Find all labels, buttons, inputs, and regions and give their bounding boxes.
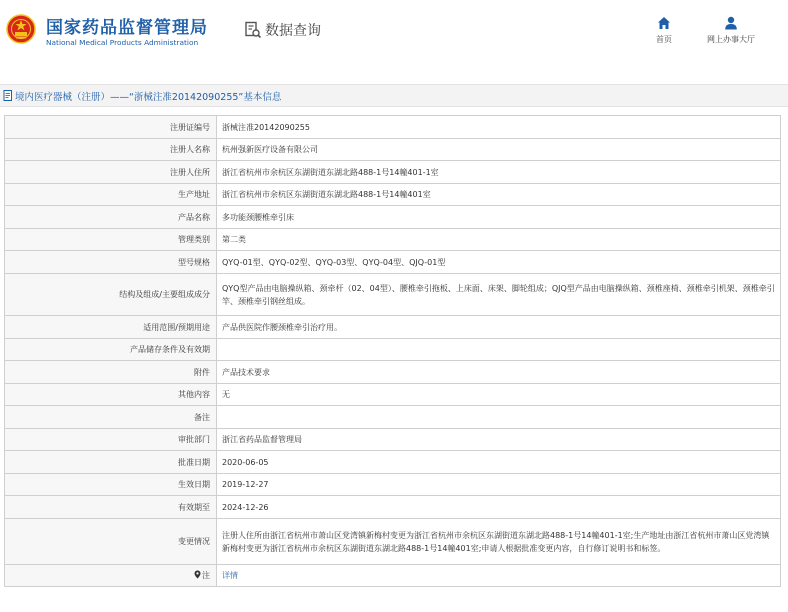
field-value: 多功能颈腰椎牵引床 (217, 206, 781, 229)
device-detail-table (4, 115, 781, 587)
field-label: 有效期至 (5, 496, 217, 519)
field-label: 生效日期 (5, 474, 217, 496)
field-label: 批准日期 (5, 451, 217, 474)
field-value: 浙江省杭州市余杭区东湖街道东湖北路488-1号14幢401-1室 (217, 161, 781, 184)
field-label: 备注 (5, 406, 217, 429)
field-value: 产品供医院作腰颈椎牵引治疗用。 (217, 316, 781, 339)
site-title-en: National Medical Products Administration (46, 38, 199, 47)
field-label: 注册人名称 (5, 139, 217, 161)
field-value: 浙江省药品监督管理局 (217, 429, 781, 451)
nav-online-service-hall[interactable] (707, 16, 755, 45)
field-label-note (5, 565, 217, 587)
home-icon (657, 16, 671, 30)
table-row (5, 474, 781, 496)
field-label: 结构及组成/主要组成成分 (5, 274, 217, 316)
field-value: QYQ-01型、QYQ-02型、QYQ-03型、QYQ-04型、QJQ-01型 (217, 251, 781, 274)
table-row (5, 519, 781, 565)
location-pin-icon (194, 570, 201, 579)
field-value: 浙械注准20142090255 (217, 116, 781, 139)
table-row (5, 206, 781, 229)
field-label-text: 注 (202, 571, 210, 580)
field-value: 2020-06-05 (217, 451, 781, 474)
table-row (5, 229, 781, 251)
table-row (5, 565, 781, 587)
field-value (217, 565, 781, 587)
table-row (5, 384, 781, 406)
table-row (5, 451, 781, 474)
site-title-cn: 国家药品监督管理局 (46, 18, 208, 38)
national-emblem-icon (6, 14, 36, 44)
table-row (5, 161, 781, 184)
field-value: 2024-12-26 (217, 496, 781, 519)
field-label: 附件 (5, 361, 217, 384)
table-row (5, 139, 781, 161)
site-header (0, 0, 788, 76)
field-label: 其他内容 (5, 384, 217, 406)
breadcrumb-text: 境内医疗器械（注册）——“浙械注准20142090255”基本信息 (15, 91, 282, 103)
field-label: 产品名称 (5, 206, 217, 229)
field-label: 产品储存条件及有效期 (5, 339, 217, 361)
data-query-title (244, 20, 321, 40)
field-value: 无 (217, 384, 781, 406)
table-row (5, 496, 781, 519)
table-row (5, 339, 781, 361)
field-label: 注册人住所 (5, 161, 217, 184)
document-icon (3, 90, 13, 101)
document-search-icon (244, 21, 262, 39)
table-row (5, 184, 781, 206)
field-label: 管理类别 (5, 229, 217, 251)
field-label: 注册证编号 (5, 116, 217, 139)
table-row (5, 251, 781, 274)
field-value: 2019-12-27 (217, 474, 781, 496)
table-row (5, 429, 781, 451)
nav-online-service-hall-label: 网上办事大厅 (707, 35, 755, 44)
field-label: 型号规格 (5, 251, 217, 274)
field-value (217, 406, 781, 429)
field-label: 变更情况 (5, 519, 217, 565)
table-row (5, 406, 781, 429)
breadcrumb (0, 84, 788, 107)
field-label: 审批部门 (5, 429, 217, 451)
field-label: 适用范围/预期用途 (5, 316, 217, 339)
user-icon (724, 16, 738, 30)
field-value: 第二类 (217, 229, 781, 251)
table-row (5, 316, 781, 339)
table-row (5, 361, 781, 384)
details-link[interactable]: 详情 (222, 571, 238, 580)
field-value: 注册人住所由浙江省杭州市萧山区党湾镇新梅村变更为浙江省杭州市余杭区东湖街道东湖北路488-1号14幢401-1室;生产地址由浙江省杭州市萧山区党湾镇新梅村变更为浙江省杭州市余杭区东湖街道东湖北路488-1号14幢401室;申请人根据批准变更内容，自行修订说明书和标签。 (217, 519, 781, 565)
field-value: QYQ型产品由电脑操纵箱、颈牵杆（02、04型）、腰椎牵引拖板、上床面、床架、脚轮组成；QJQ型产品由电脑操纵箱、颈椎座椅、颈椎牵引机架、颈椎牵引竿、颈椎牵引钢丝组成。 (217, 274, 781, 316)
table-row (5, 116, 781, 139)
field-value: 产品技术要求 (217, 361, 781, 384)
field-label: 生产地址 (5, 184, 217, 206)
nav-home-label: 首页 (656, 35, 672, 44)
field-value: 杭州强新医疗设备有限公司 (217, 139, 781, 161)
data-query-label: 数据查询 (265, 23, 321, 39)
field-value (217, 339, 781, 361)
field-value: 浙江省杭州市余杭区东湖街道东湖北路488-1号14幢401室 (217, 184, 781, 206)
nav-home[interactable] (656, 16, 672, 45)
table-row (5, 274, 781, 316)
